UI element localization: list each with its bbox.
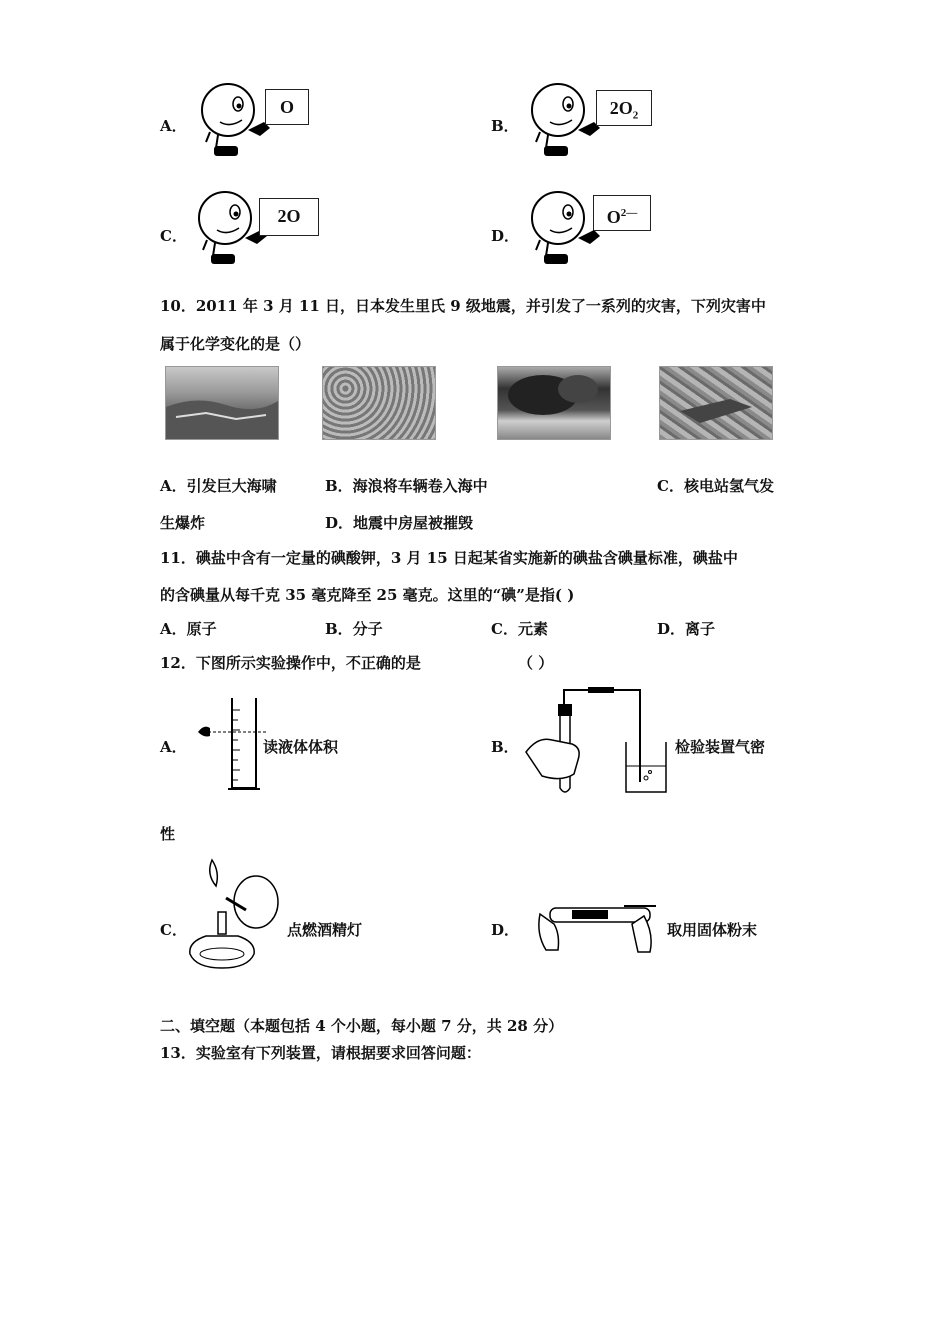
q10-option-c[interactable]: C．核电站氢气发 — [657, 477, 774, 495]
graduated-cylinder-icon — [196, 696, 266, 792]
cars-washed-photo — [322, 366, 436, 440]
option-letter: A． — [160, 117, 187, 135]
q11-stem-line1: 11．碘盐中含有一定量的碘酸钾，3 月 15 日起某省实施新的碘盐含碘量标准，碘盐中 — [160, 549, 738, 567]
q11-option-c[interactable]: C．元素 — [491, 620, 548, 638]
formula-board: 2O — [259, 198, 319, 236]
formula-board: O — [265, 89, 309, 125]
option-label: 取用固体粉末 — [667, 921, 758, 939]
option-letter: D． — [491, 227, 520, 245]
formula-board: $2O_2$ — [596, 90, 652, 126]
option-letter: B． — [491, 117, 519, 135]
q11-option-a[interactable]: A．原子 — [160, 620, 217, 638]
airtightness-apparatus-icon — [522, 686, 672, 798]
q11-stem-line2: 的含碘量从每千克 35 毫克降至 25 毫克。这里的“碘”是指( ) — [160, 586, 575, 604]
q12-stem: 12．下图所示实验操作中，不正确的是 — [160, 654, 421, 672]
option-letter: D． — [491, 921, 520, 939]
explosion-photo — [497, 366, 611, 440]
q10-stem-line2: 属于化学变化的是（） — [160, 335, 311, 353]
section-heading: 二、填空题（本题包括 4 个小题，每小题 7 分，共 28 分） — [160, 1017, 564, 1035]
q10-option-d[interactable]: D．地震中房屋被摧毁 — [325, 514, 474, 532]
q11-option-d[interactable]: D．离子 — [657, 620, 716, 638]
option-label: 点燃酒精灯 — [287, 921, 363, 939]
q10-option-c-continued: 生爆炸 — [160, 514, 206, 532]
q10-option-a[interactable]: A．引发巨大海啸 — [160, 477, 277, 495]
destroyed-house-photo — [659, 366, 773, 440]
option-letter: C． — [160, 921, 187, 939]
option-label-continued: 性 — [160, 825, 176, 843]
q10-stem-line1: 10．2011 年 3 月 11 日，日本发生里氏 9 级地震，并引发了一系列的灾害，下列灾害中 — [160, 297, 766, 315]
alcohol-lamp-icon — [186, 858, 286, 972]
q10-option-b[interactable]: B．海浪将车辆卷入海中 — [325, 477, 488, 495]
option-letter: C． — [160, 227, 187, 245]
option-letter: B． — [491, 738, 519, 756]
q11-option-b[interactable]: B．分子 — [325, 620, 383, 638]
option-letter: A． — [160, 738, 187, 756]
powder-in-test-tube-icon — [534, 894, 664, 958]
tsunami-photo — [165, 366, 279, 440]
option-label: 检验装置气密 — [675, 738, 766, 756]
formula-board: $O^{2—}$ — [593, 195, 651, 231]
q13-stem: 13．实验室有下列装置，请根据要求回答问题： — [160, 1044, 481, 1062]
option-label: 读液体体积 — [263, 738, 339, 756]
answer-parentheses: （ ） — [518, 654, 554, 672]
